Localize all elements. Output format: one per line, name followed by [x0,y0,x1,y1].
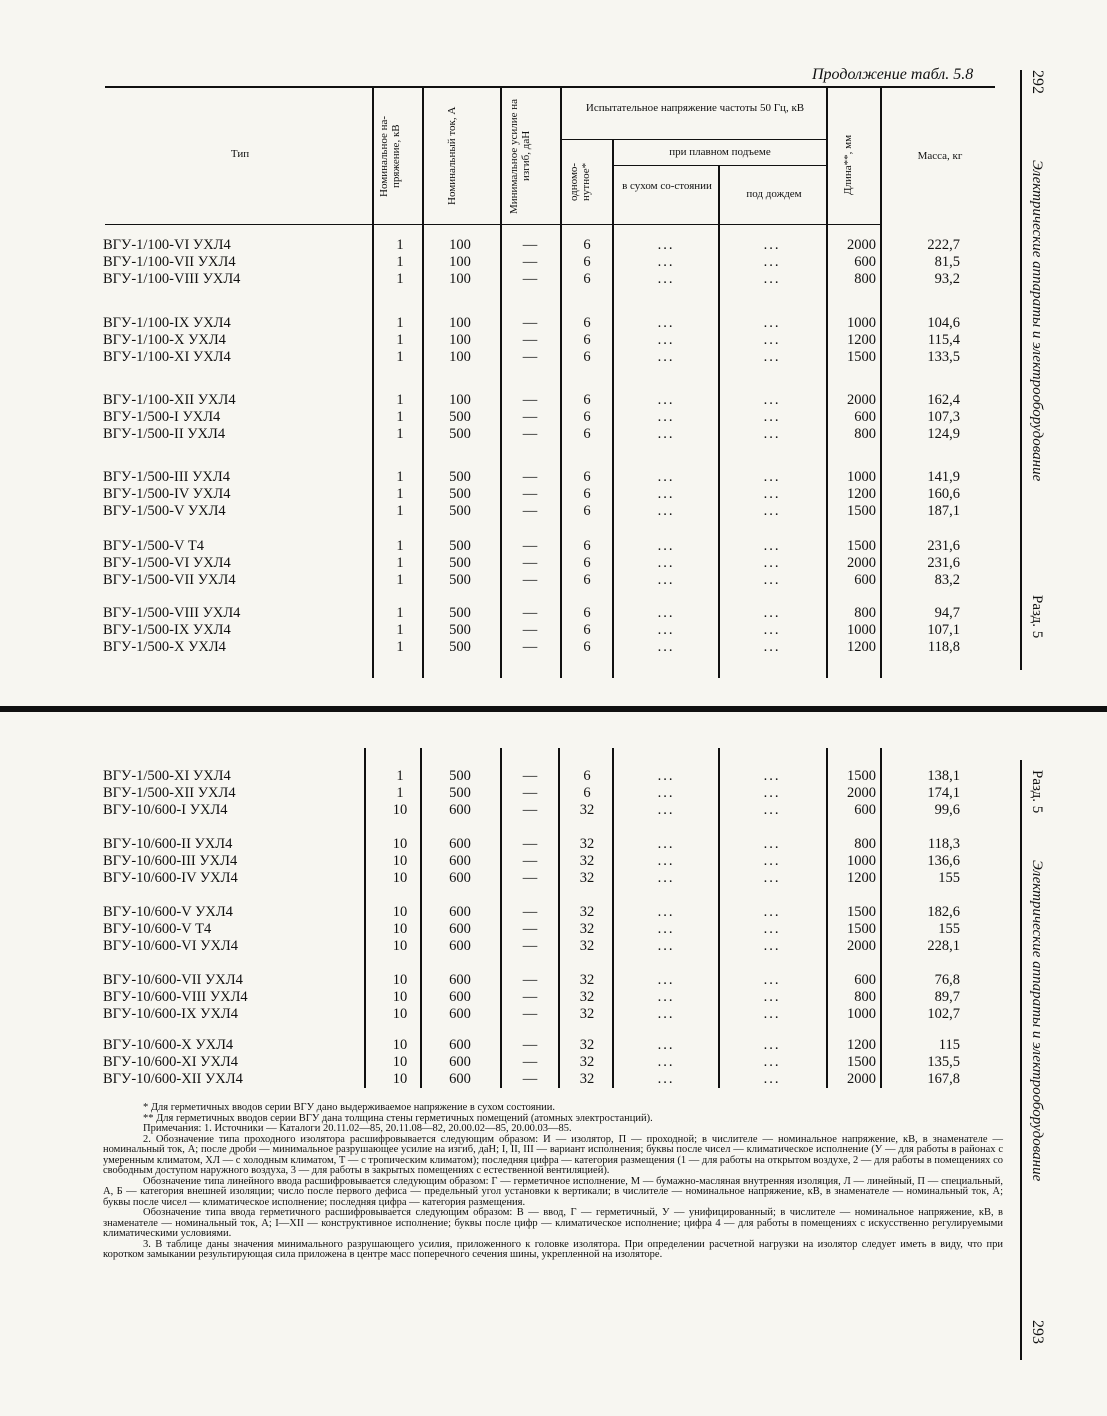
table-row: ВГУ-1/100-XI УХЛ4 1 100 — 6 ... ... 1500 133,5 [103,349,960,365]
note-1: Примечания: 1. Источники — Каталоги 20.11.02—85, 20.11.08—82, 20.00.02—85, 20.00.03—85. [143,1123,572,1134]
table-row: ВГУ-1/500-XI УХЛ4 1 500 — 6 ... ... 1500 138,1 [103,768,960,784]
footnote-2: ** Для герметичных вводов серии ВГУ дана толщина стены герметичных помещений (атомных электростанций). [143,1112,653,1124]
table-row: ВГУ-10/600-VIII УХЛ4 10 600 — 32 ... ... 800 89,7 [103,989,960,1005]
table-row: ВГУ-1/500-IV УХЛ4 1 500 — 6 ... ... 1200 160,6 [103,486,960,502]
table-row: ВГУ-1/500-XII УХЛ4 1 500 — 6 ... ... 2000 174,1 [103,785,960,801]
table-row: ВГУ-10/600-I УХЛ4 10 600 — 32 ... ... 600 99,6 [103,802,960,818]
table-row: ВГУ-1/500-III УХЛ4 1 500 — 6 ... ... 1000 141,9 [103,469,960,485]
col-dry-header: в сухом со-стоянии [622,180,712,192]
col-smooth-header: при плавном подъеме [669,146,771,158]
section-label-bottom: Разд. 5 [1029,770,1045,814]
page-number-bottom: 293 [1029,1320,1046,1344]
table-row: ВГУ-10/600-V УХЛ4 10 600 — 32 ... ... 1500 182,6 [103,904,960,920]
table-row: ВГУ-10/600-XII УХЛ4 10 600 — 32 ... ... 2000 167,8 [103,1071,960,1087]
table-row: ВГУ-1/100-XII УХЛ4 1 100 — 6 ... ... 2000 162,4 [103,392,960,408]
table-row: ВГУ-10/600-IX УХЛ4 10 600 — 32 ... ... 1000 102,7 [103,1006,960,1022]
col-force-header: Минимальное усилие на изгиб, даН [508,98,532,214]
header-rule-test [562,139,826,140]
table-row: ВГУ-1/500-VII УХЛ4 1 500 — 6 ... ... 600 83,2 [103,572,960,588]
header-rule-smooth [614,165,826,166]
col-length-header: Длина**, мм [842,134,854,196]
table-row: ВГУ-1/500-VIII УХЛ4 1 500 — 6 ... ... 800 94,7 [103,605,960,621]
header-bottom-rule [105,224,880,225]
page-number-top: 292 [1029,70,1046,94]
col-rule [880,88,882,678]
col-test-header: Испытательное напряжение частоты 50 Гц, кВ [585,102,805,114]
note-2-linear: Обозначение типа линейного ввода расшифровывается следующим образом: Г — герметичное исполнение, М — бумажно-масляная внутренняя изоляция, Л — линейный, П — специальный, А, Б — категория внешней изоляции; число после первого дефиса — предельный угол установки к вертикали; в числителе — номинальное напряжение, кВ, в знаменателе — номинальный ток, А; буквы после чисел — климатическое исполнение; последняя цифра — категория размещения. [103,1175,1003,1208]
col-rule [372,88,374,678]
col-rule [826,88,828,678]
table-row: ВГУ-1/100-X УХЛ4 1 100 — 6 ... ... 1200 115,4 [103,332,960,348]
col-voltage-header: Номинальное на-пряжение, кВ [378,115,402,197]
table-row: ВГУ-1/500-I УХЛ4 1 500 — 6 ... ... 600 107,3 [103,409,960,425]
col-type-header: Тип [230,148,250,160]
table-row: ВГУ-1/500-X УХЛ4 1 500 — 6 ... ... 1200 118,8 [103,639,960,655]
note-2: 2. Обозначение типа проходного изолятора расшифровывается следующим образом: И — изолятор, П — проходной; в числителе — номинальное напряжение, кВ, в знаменателе — номинальный ток, А; после дроби — минимальное разрушающее усилие на изгиб, даН; I, II, III — вариант исполнения; буквы после чисел — климатическое исполнение (У — для работы в районах с умеренным климатом, ХЛ — с холодным климатом, Т — с тропическим климатом); последняя цифра — категория размещения (1 — для работы на открытом воздухе, 2 — для работы в помещениях со свободным доступом наружного воздуха, 3 — для работы в закрытых помещениях с естественной вентиляцией). [103,1133,1003,1176]
table-row: ВГУ-1/100-VII УХЛ4 1 100 — 6 ... ... 600 81,5 [103,254,960,270]
table-row: ВГУ-1/500-IX УХЛ4 1 500 — 6 ... ... 1000 107,1 [103,622,960,638]
table-row: ВГУ-1/100-VIII УХЛ4 1 100 — 6 ... ... 800 93,2 [103,271,960,287]
table-row: ВГУ-10/600-VII УХЛ4 10 600 — 32 ... ... 600 76,8 [103,972,960,988]
table-row: ВГУ-1/100-VI УХЛ4 1 100 — 6 ... ... 2000 222,7 [103,237,960,253]
table-row: ВГУ-10/600-XI УХЛ4 10 600 — 32 ... ... 1500 135,5 [103,1054,960,1070]
table-row: ВГУ-10/600-V Т4 10 600 — 32 ... ... 1500 155 [103,921,960,937]
col-rule [500,88,502,678]
col-one-min-header: одномо-нутное* [568,162,592,202]
note-3: 3. В таблице даны значения минимального разрушающего усилия, приложенного к головке изолятора. При определении расчетной нагрузки на изолятор следует иметь в виду, что при коротком замыкании результирующая сила приложена в центре масс поперечного сечения шины, укрепленной на изоляторе. [103,1238,1003,1260]
top-rule [105,86,995,88]
running-title-top: Электрические аппараты и электрооборудование [1029,160,1045,482]
table-row: ВГУ-10/600-II УХЛ4 10 600 — 32 ... ... 800 118,3 [103,836,960,852]
table-row: ВГУ-10/600-III УХЛ4 10 600 — 32 ... ... 1000 136,6 [103,853,960,869]
section-label-top: Разд. 5 [1029,595,1045,639]
table-caption: Продолжение табл. 5.8 [812,66,974,83]
col-current-header: Номинальный ток, А [446,106,458,206]
note-2-hermetic: Обозначение типа ввода герметичного расшифровывается следующим образом: В — ввод, Г — герметичный, У — унифицированный; в числителе — номинальное напряжение, кВ, в знаменателе — номинальный ток, А; I—XII — конструктивное исполнение; буквы после цифр — климатическое исполнение; цифра 4 — для работы в помещениях с искусственно регулируемыми климатическими условиями. [103,1207,1003,1239]
col-mass-header: Масса, кг [917,150,963,162]
footnote-1: * Для герметичных вводов серии ВГУ дано выдерживаемое напряжение в сухом состоянии. [143,1102,556,1113]
running-title-bottom: Электрические аппараты и электрооборудование [1029,860,1045,1182]
table-row: ВГУ-10/600-IV УХЛ4 10 600 — 32 ... ... 1200 155 [103,870,960,886]
table-row: ВГУ-1/500-V УХЛ4 1 500 — 6 ... ... 1500 187,1 [103,503,960,519]
table-row: ВГУ-10/600-X УХЛ4 10 600 — 32 ... ... 1200 115 [103,1037,960,1053]
table-row: ВГУ-1/500-V Т4 1 500 — 6 ... ... 1500 231,6 [103,538,960,554]
col-rain-header: под дождем [746,188,802,200]
col-rule [560,88,562,678]
col-rule [422,88,424,678]
page-fold-divider [0,706,1107,712]
table-row: ВГУ-1/100-IX УХЛ4 1 100 — 6 ... ... 1000 104,6 [103,315,960,331]
table-row: ВГУ-10/600-VI УХЛ4 10 600 — 32 ... ... 2000 228,1 [103,938,960,954]
table-row: ВГУ-1/500-VI УХЛ4 1 500 — 6 ... ... 2000 231,6 [103,555,960,571]
footnotes [103,1103,1003,1261]
table-row: ВГУ-1/500-II УХЛ4 1 500 — 6 ... ... 800 124,9 [103,426,960,442]
